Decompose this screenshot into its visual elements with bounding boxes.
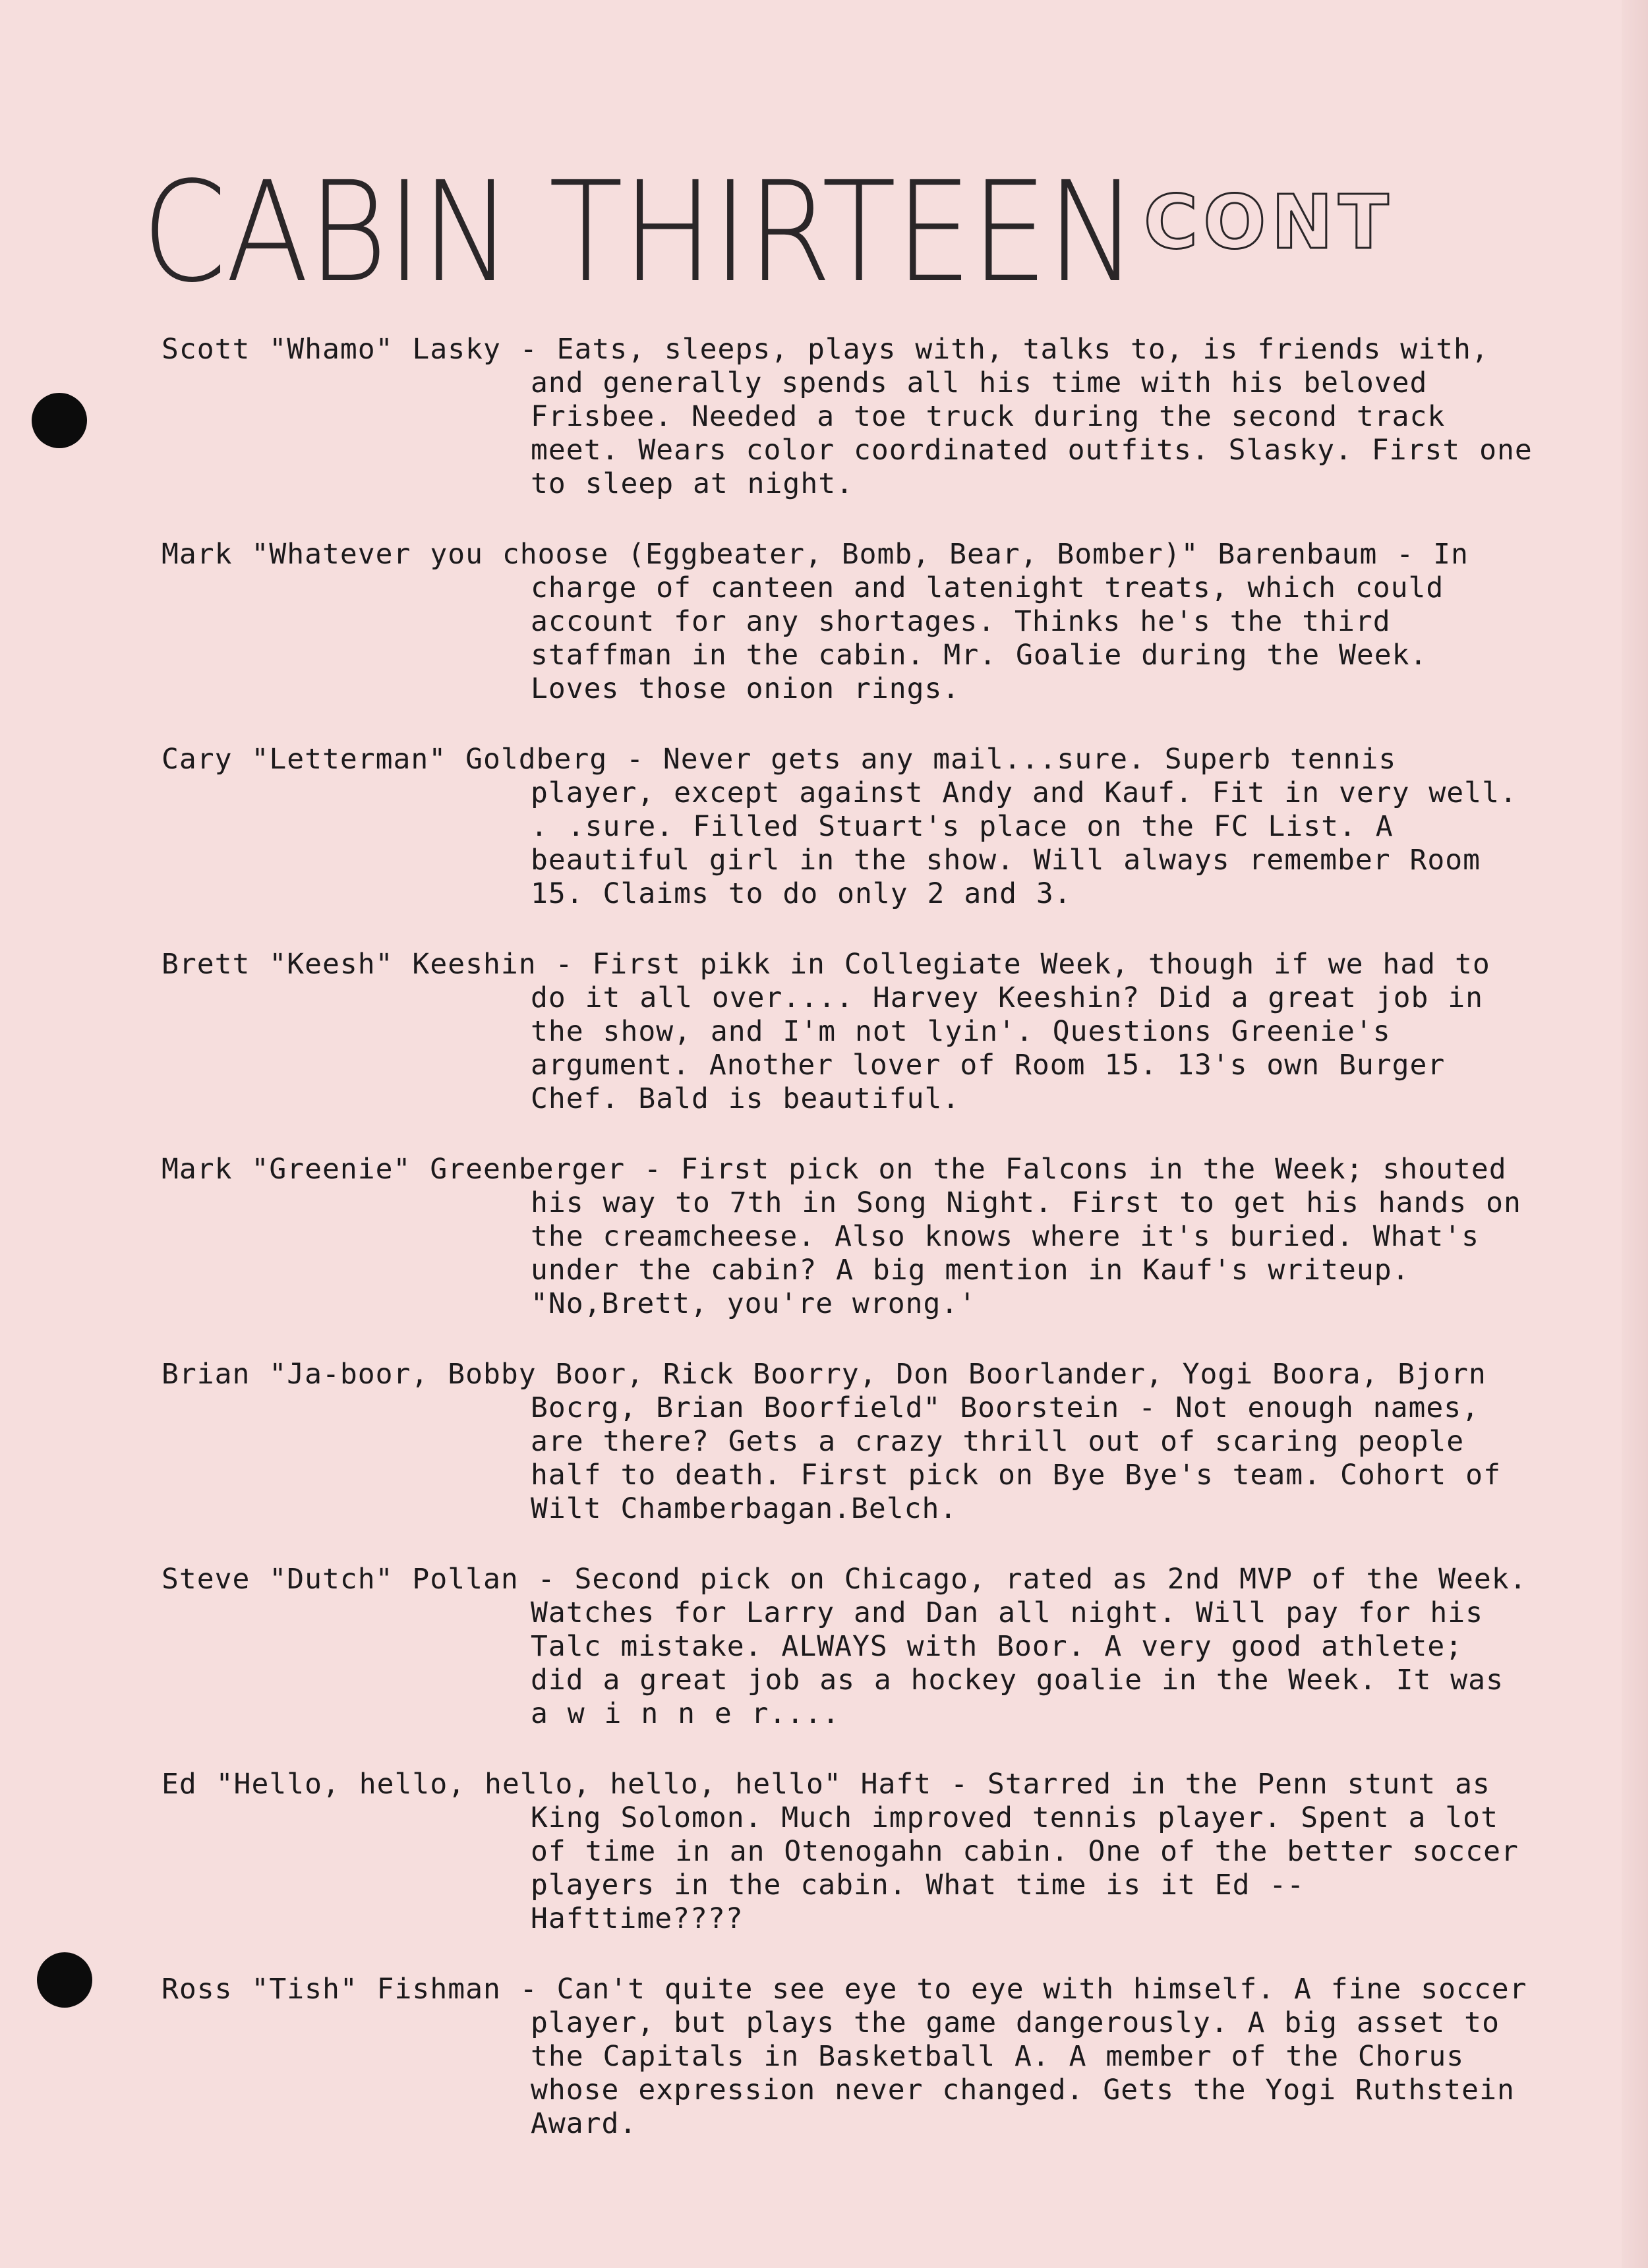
punch-hole-top <box>32 393 87 448</box>
paper-edge <box>1622 0 1648 2268</box>
camper-entry: Mark "Whatever you choose (Eggbeater, Bomb, Bear, Bomber)" Barenbaum - In charge of canteen and latenight treats, which could account for any shortages. Thinks he's the third staffman in the cabin. Mr. Goalie during the Week. Loves those onion rings. <box>162 538 1469 705</box>
punch-hole-bottom <box>37 1952 92 2008</box>
camper-name: Mark "Greenie" Greenberger <box>162 1153 626 1186</box>
camper-description: Can't quite see eye to eye with himself. A fine soccer player, but plays the game dangerously. A big asset to the Capitals in Basketball A. A member of the Chorus whose expression never changed. Gets the Yogi Ruthstein Award. <box>531 1973 1527 2140</box>
camper-entry: Ed "Hello, hello, hello, hello, hello" Haft - Starred in the Penn stunt as King Solomon. Much improved tennis player. Spent a lot of time in an Otenogahn cabin. One of the better soccer players in the cabin. What time is it Ed -- Hafttime???? <box>162 1768 1519 1935</box>
camper-name: Cary "Letterman" Goldberg <box>162 743 608 776</box>
camper-entry: Cary "Letterman" Goldberg - Never gets any mail...sure. Superb tennis player, except against Andy and Kauf. Fit in very well. . .sure. Filled Stuart's place on the FC List. A beautiful girl in the show. Will always remember Room 15. Claims to do only 2 and 3. <box>162 743 1517 910</box>
camper-description: Eats, sleeps, plays with, talks to, is friends with, and generally spends all his time with his beloved Frisbee. Needed a toe truck during the second track meet. Wears color coordinated outfits. Slasky. First one to sleep at night. <box>531 333 1533 500</box>
camper-entry: Brett "Keesh" Keeshin - First pikk in Collegiate Week, though if we had to do it all over.... Harvey Keeshin? Did a great job in the show, and I'm not lyin'. Questions Greenie's argument. Another lover of Room 15. 13's own Burger Chef. Bald is beautiful. <box>162 948 1490 1115</box>
camper-description: First pikk in Collegiate Week, though if we had to do it all over.... Harvey Keeshin? Did a great job in the show, and I'm not lyin'. Questions Greenie's argument. Another lover of Room 15. 13's own Burger Chef. Bald is beautiful. <box>531 948 1490 1115</box>
camper-entry: Scott "Whamo" Lasky - Eats, sleeps, plays with, talks to, is friends with, and generally spends all his time with his beloved Frisbee. Needed a toe truck during the second track meet. Wears color coordinated outfits. Slasky. First one to sleep at night. <box>162 333 1533 500</box>
camper-description: Starred in the Penn stunt as King Solomon. Much improved tennis player. Spent a lot of time in an Otenogahn cabin. One of the better soccer players in the cabin. What time is it Ed -- Hafttime???? <box>531 1768 1519 1935</box>
camper-name: Scott "Whamo" Lasky <box>162 333 501 366</box>
camper-entry: Ross "Tish" Fishman - Can't quite see eye to eye with himself. A fine soccer player, but plays the game dangerously. A big asset to the Capitals in Basketball A. A member of the Chorus whose expression never changed. Gets the Yogi Ruthstein Award. <box>162 1973 1527 2140</box>
camper-name: Steve "Dutch" Pollan <box>162 1563 519 1596</box>
camper-list <box>162 333 1533 2178</box>
camper-name: Ed "Hello, hello, hello, hello, hello" Haft <box>162 1768 932 1801</box>
camper-description: Not enough names, are there? Gets a crazy thrill out of scaring people half to death. First pick on Bye Bye's team. Cohort of Wilt Chamberbagan.Belch. <box>531 1391 1501 1525</box>
camper-description: Never gets any mail...sure. Superb tennis player, except against Andy and Kauf. Fit in very well. . .sure. Filled Stuart's place on the FC List. A beautiful girl in the show. Will always remember Room 15. Claims to do only 2 and 3. <box>531 743 1517 910</box>
title-continued: CONT <box>1144 180 1394 266</box>
camper-name: Brian "Ja-boor, Bobby Boor, Rick Boorry, Don Boorlander, Yogi Boora, Bjorn Bocrg, Brian Boorfield" Boorstein <box>162 1358 1486 1424</box>
page-title: CABIN THIRTEEN <box>142 152 1137 313</box>
camper-entry: Brian "Ja-boor, Bobby Boor, Rick Boorry, Don Boorlander, Yogi Boora, Bjorn Bocrg, Brian Boorfield" Boorstein - Not enough names, are there? Gets a crazy thrill out of scaring people half to death. First pick on Bye Bye's team. Cohort of Wilt Chamberbagan.Belch. <box>162 1358 1501 1525</box>
camper-description: Second pick on Chicago, rated as 2nd MVP of the Week. Watches for Larry and Dan all night. Will pay for his Talc mistake. ALWAYS with Boor. A very good athlete; did a great job as a hockey goalie in the Week. It was a w i n n e r.... <box>531 1563 1527 1730</box>
camper-description: In charge of canteen and latenight treats, which could account for any shortages. Thinks he's the third staffman in the cabin. Mr. Goalie during the Week. Loves those onion rings. <box>531 538 1469 705</box>
camper-entry: Steve "Dutch" Pollan - Second pick on Chicago, rated as 2nd MVP of the Week. Watches for Larry and Dan all night. Will pay for his Talc mistake. ALWAYS with Boor. A very good athlete; did a great job as a hockey goalie in the Week. It was a w i n n e r.... <box>162 1563 1527 1730</box>
camper-entry: Mark "Greenie" Greenberger - First pick on the Falcons in the Week; shouted his way to 7th in Song Night. First to get his hands on the creamcheese. Also knows where it's buried. What's under the cabin? A big mention in Kauf's writeup. "No,Brett, you're wrong.' <box>162 1153 1521 1320</box>
camper-description: First pick on the Falcons in the Week; shouted his way to 7th in Song Night. First to get his hands on the creamcheese. Also knows where it's buried. What's under the cabin? A big mention in Kauf's writeup. "No,Brett, you're wrong.' <box>531 1153 1521 1320</box>
camper-name: Mark "Whatever you choose (Eggbeater, Bomb, Bear, Bomber)" Barenbaum <box>162 538 1378 571</box>
camper-name: Brett "Keesh" Keeshin <box>162 948 537 981</box>
camper-name: Ross "Tish" Fishman <box>162 1973 501 2006</box>
